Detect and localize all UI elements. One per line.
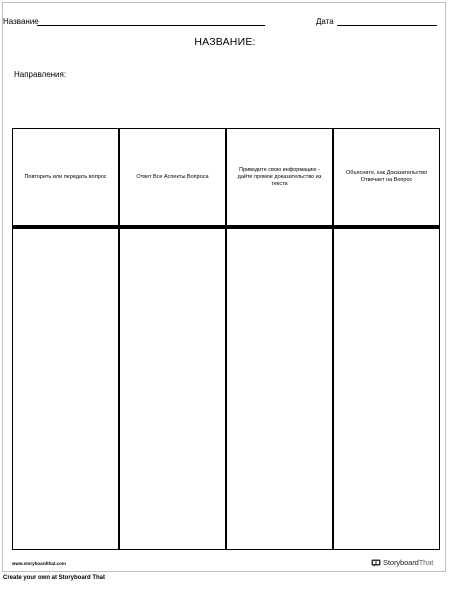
directions-label: Направления: bbox=[14, 70, 67, 79]
name-field-line bbox=[37, 25, 265, 26]
table-cell-cite-evidence[interactable] bbox=[227, 229, 334, 549]
create-your-own-link[interactable]: Create your own at Storyboard That bbox=[3, 575, 106, 581]
storyboard-that-logo-icon bbox=[371, 559, 381, 567]
table-cell-restate[interactable] bbox=[13, 229, 120, 549]
table-cell-answer[interactable] bbox=[120, 229, 227, 549]
column-header-restate: Повторить или передать вопрос bbox=[13, 129, 120, 225]
table-header-row bbox=[13, 129, 439, 229]
logo-text-story: Storyboard bbox=[383, 558, 419, 567]
column-header-cite-evidence: Приведите свою информацию - дайте прямое доказательство из текста bbox=[227, 129, 334, 225]
logo-text-that: That bbox=[418, 558, 434, 567]
column-header-answer: Ответ Все Аспекты Вопроса bbox=[120, 129, 227, 225]
worksheet-title: НАЗВАНИЕ: bbox=[194, 36, 256, 48]
response-table bbox=[12, 128, 440, 550]
date-field-line bbox=[337, 25, 437, 26]
column-header-explain: Объясните, как Доказательство Отвечает на Вопрос bbox=[345, 170, 428, 183]
table-row bbox=[13, 229, 439, 549]
logo-text bbox=[383, 558, 433, 567]
name-label: Название bbox=[3, 17, 39, 26]
table-cell-explain[interactable] bbox=[334, 229, 439, 549]
worksheet-page bbox=[2, 2, 446, 572]
date-label: Дата bbox=[316, 17, 334, 26]
storyboard-that-logo[interactable] bbox=[371, 558, 433, 567]
footer-url[interactable]: www.storyboardthat.com bbox=[12, 561, 66, 566]
